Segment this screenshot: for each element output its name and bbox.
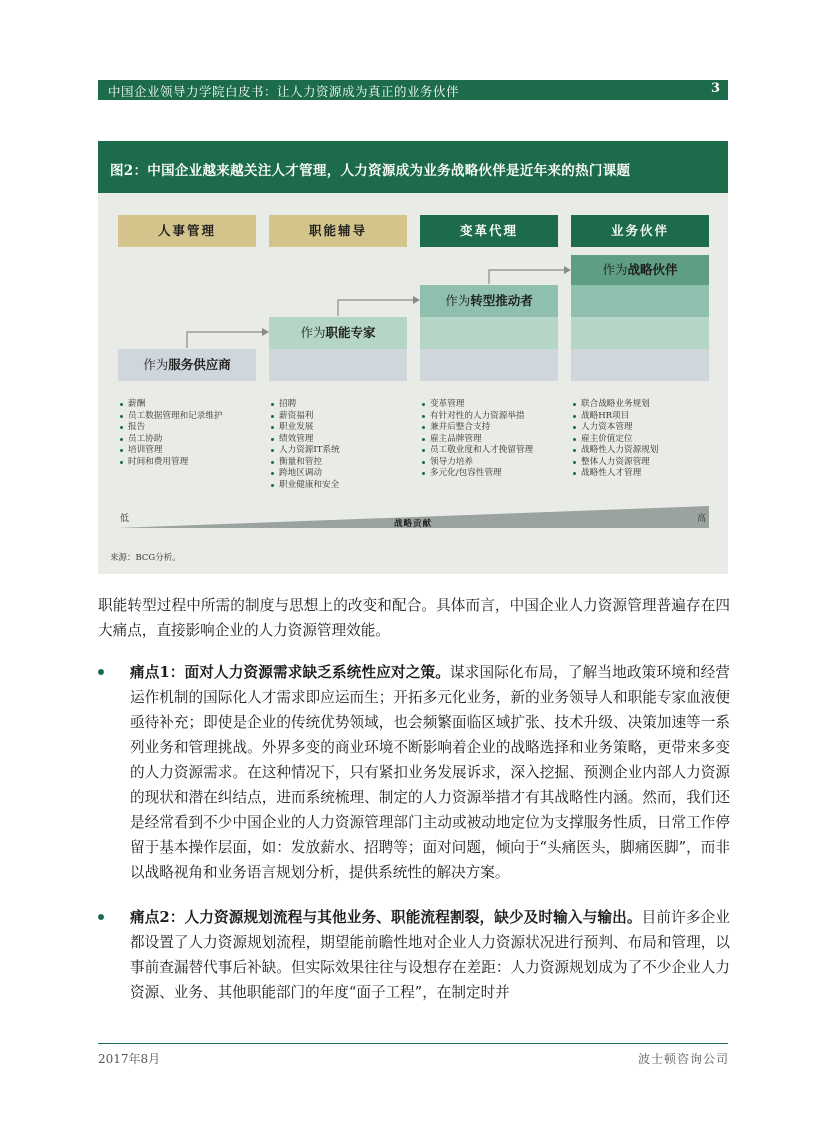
list-item: 跨地区调动	[271, 468, 419, 480]
list-item: 薪酬	[120, 399, 268, 411]
list-item: 绩效管理	[271, 434, 419, 446]
list-item: 雇主品牌管理	[422, 434, 570, 446]
bullet-dot	[98, 669, 104, 675]
list-item: 有针对性的人力资源举措	[422, 411, 570, 423]
list-item: 员工协助	[120, 434, 268, 446]
list-item: 变革管理	[422, 399, 570, 411]
role-prefix: 作为	[445, 293, 471, 308]
pain-point-2-heading: 痛点2：人力资源规划流程与其他业务、职能流程割裂，缺少及时输入与输出。	[130, 909, 642, 926]
list-item: 职业健康和安全	[271, 480, 419, 492]
list-item: 联合战略业务规划	[573, 399, 721, 411]
axis-label: 战略贡献	[394, 519, 433, 529]
list-item: 战略性人力资源规划	[573, 445, 721, 457]
list-item: 培训管理	[120, 445, 268, 457]
pain-point-1-text	[130, 660, 730, 885]
document-title: 中国企业领导力学院白皮书：让人力资源成为真正的业务伙伴	[108, 84, 460, 99]
list-item: 员工敬业度和人才挽留管理	[422, 445, 570, 457]
figure-title: 图2：中国企业越来越关注人才管理，人力资源成为业务战略伙伴是近年来的热门课题	[110, 163, 631, 179]
phase-hr-admin: 人事管理	[118, 215, 256, 247]
pain-point-1-heading: 痛点1：面对人力资源需求缺乏系统性应对之策。	[130, 664, 450, 681]
header-bar	[98, 80, 728, 100]
list-item: 整体人力资源管理	[573, 457, 721, 469]
axis-low-label: 低	[120, 514, 130, 524]
role-name: 战略伙伴	[627, 262, 678, 277]
footer-date: 2017年8月	[98, 1052, 161, 1066]
pain-point-2-text	[130, 905, 730, 1005]
role-prefix: 作为	[300, 325, 326, 340]
page-number: 3	[710, 81, 720, 96]
progression-arrows	[98, 141, 728, 574]
axis-high-label: 高	[696, 514, 706, 524]
arrow-2	[338, 300, 415, 316]
figure-2	[98, 141, 728, 574]
list-item: 战略HR项目	[573, 411, 721, 423]
list-item: 衡量和管控	[271, 457, 419, 469]
list-item: 人力资本管理	[573, 422, 721, 434]
list-item: 报告	[120, 422, 268, 434]
list-item: 领导力培养	[422, 457, 570, 469]
intro-paragraph: 职能转型过程中所需的制度与思想上的改变和配合。具体而言，中国企业人力资源管理普遍存在四大痛点，直接影响企业的人力资源管理效能。	[98, 597, 730, 639]
footer-company: 波士顿咨询公司	[637, 1052, 729, 1066]
list-item: 招聘	[271, 399, 419, 411]
phase-change-agent: 变革代理	[420, 215, 558, 247]
list-item: 人力资源IT系统	[271, 445, 419, 457]
role-name: 职能专家	[325, 325, 376, 340]
list-item: 时间和费用管理	[120, 457, 268, 469]
arrowhead-3	[564, 266, 571, 274]
column-3-list	[422, 399, 570, 480]
list-item: 雇主价值定位	[573, 434, 721, 446]
role-name: 转型推动者	[470, 293, 533, 308]
list-item: 战略性人才管理	[573, 468, 721, 480]
footer-rule	[98, 1043, 728, 1044]
column-1-list	[120, 399, 268, 468]
arrow-3	[489, 270, 566, 284]
role-name: 服务供应商	[168, 357, 231, 372]
arrowhead-2	[413, 296, 420, 304]
list-item: 多元化/包容性管理	[422, 468, 570, 480]
phase-business-partner: 业务伙伴	[571, 215, 709, 247]
pain-point-2-body: 目前许多企业都设置了人力资源规划流程，期望能前瞻性地对企业人力资源状况进行预判、布局和管理，以事前查漏替代事后补缺。但实际效果往往与设想存在差距：人力资源规划成为了不少企业人力资源、业务、其他职能部门的年度“面子工程”，在制定时并	[130, 909, 730, 1001]
role-prefix: 作为	[602, 262, 628, 277]
bullet-dot	[98, 914, 104, 920]
list-item: 兼并后整合支持	[422, 422, 570, 434]
list-item: 员工数据管理和记录维护	[120, 411, 268, 423]
pain-point-1-body: 谋求国际化布局，了解当地政策环境和经营运作机制的国际化人才需求即应运而生；开拓多元化业务，新的业务领导人和职能专家血液便亟待补充；即使是企业的传统优势领域，也会频繁面临区域扩张、技术升级、决策加速等一系列业务和管理挑战。外界多变的商业环境不断影响着企业的战略选择和业务策略，更带来多变的人力资源需求。在这种情况下，只有紧扣业务发展诉求，深入挖掘、预测企业内部人力资源的现状和潜在纠结点，进而系统梳理、制定的人力资源举措才有其战略性内涵。然而，我们还是经常看到不少中国企业的人力资源管理部门主动或被动地定位为支撑服务性质，日常工作停留于基本操作层面，如：发放薪水、招聘等；面对问题，倾向于“头痛医头，脚痛医脚”，而非以战略视角和业务语言规划分析，提供系统性的解决方案。	[130, 664, 730, 881]
phase-functional-support: 职能辅导	[269, 215, 407, 247]
arrowhead-1	[262, 328, 269, 336]
column-4-list	[573, 399, 721, 480]
role-prefix: 作为	[143, 357, 169, 372]
list-item: 职业发展	[271, 422, 419, 434]
list-item: 薪资福利	[271, 411, 419, 423]
column-2-list	[271, 399, 419, 491]
figure-source: 来源：BCG分析。	[110, 553, 181, 563]
arrow-1	[187, 332, 264, 348]
